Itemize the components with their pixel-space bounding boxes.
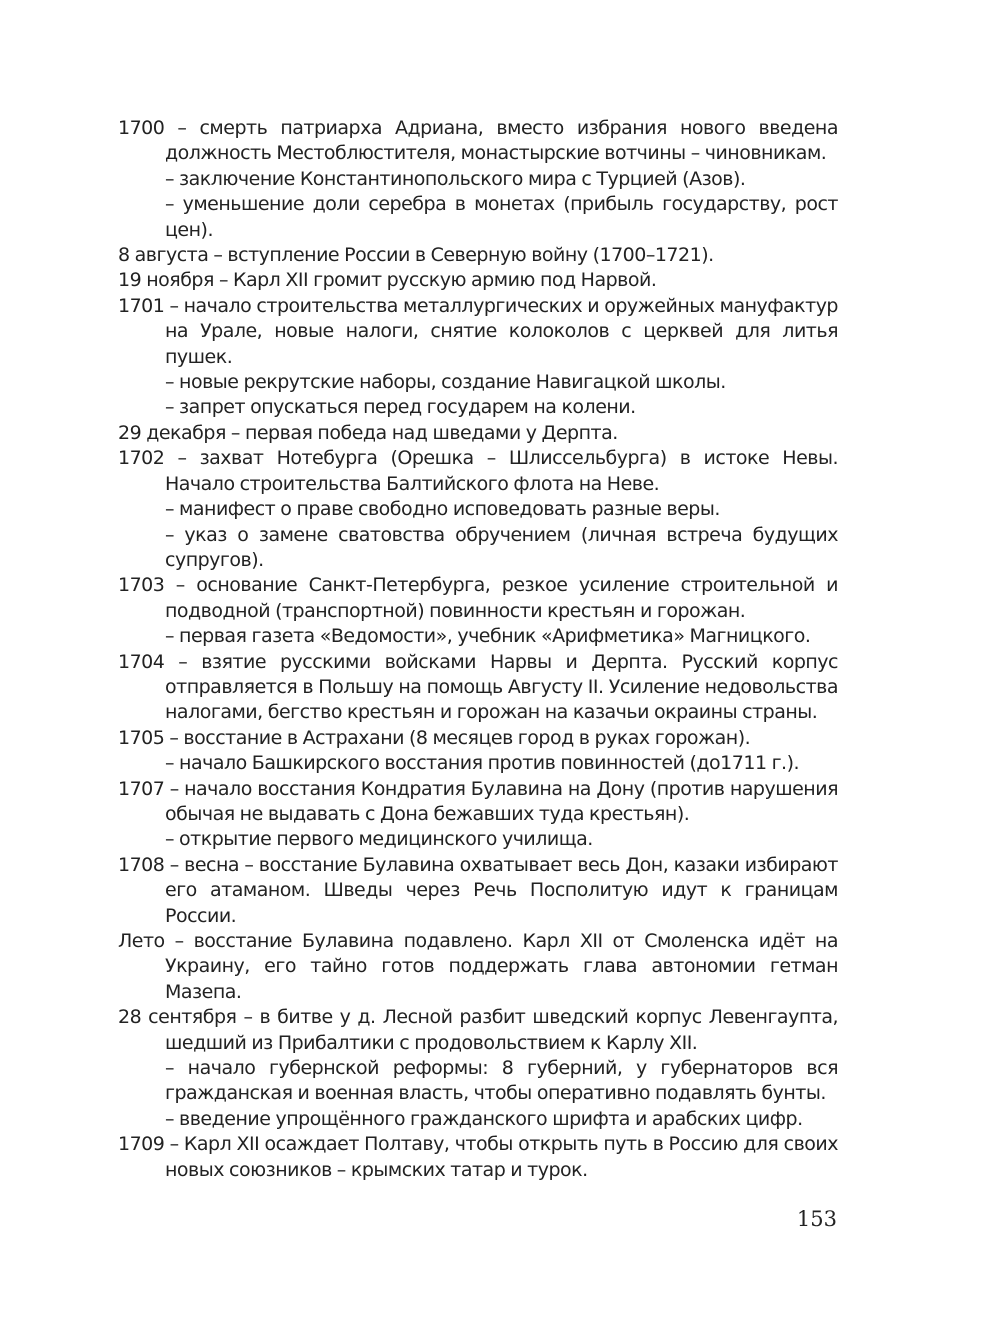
entry-1705-bashkir-uprising: – начало Башкирского восстания против повинностей (до1711 г.).: [165, 752, 800, 775]
entry-1703-vedomosti: – первая газета «Ведомости», учебник «Арифметика» Магницкого.: [165, 625, 811, 648]
entry-19-november: 19 ноября – Карл XII громит русскую армию под Нарвой.: [118, 269, 657, 292]
page-number: 153: [796, 1207, 837, 1231]
entry-1707-medical-school: – открытие первого медицинского училища.: [165, 828, 593, 851]
entry-1701-recruits: – новые рекрутские наборы, создание Навигацкой школы.: [165, 371, 726, 394]
entry-1702-betrothal-decree: – указ о замене сватовства обручением (личная встреча будущих супругов).: [165, 523, 838, 571]
entry-1708-provincial-reform: – начало губернской реформы: 8 губерний, у губернаторов вся гражданская и военная власть, чтобы оперативно подавлять бунты.: [165, 1057, 838, 1105]
entry-1705: 1705 – восстание в Астрахани (8 месяцев город в руках горожан).: [118, 726, 751, 749]
entry-1703: 1703 – основание Санкт-Петербурга, резкое усиление строительной и подводной (транспортной) повинности крестьян и горожан.: [118, 574, 838, 622]
entry-1704: 1704 – взятие русскими войсками Нарвы и Дерпта. Русский корпус отправляется в Польшу на помощь Августу II. Усиление недовольства налогами, бегство крестьян и горожан на казачьи окраины страны.: [118, 650, 838, 724]
entry-1702-faith-manifesto: – манифест о праве свободно исповедовать разные веры.: [165, 498, 720, 521]
entry-29-december: 29 декабря – первая победа над шведами у Дерпта.: [118, 421, 618, 444]
entry-1700-constantinople-peace: – заключение Константинопольского мира с Турцией (Азов).: [165, 167, 746, 190]
entry-1708-civil-script: – введение упрощённого гражданского шрифта и арабских цифр.: [165, 1107, 803, 1130]
entry-1701: 1701 – начало строительства металлургических и оружейных мануфактур на Урале, новые налоги, снятие колоколов с церквей для литья пушек.: [118, 294, 838, 368]
entry-1708: 1708 – весна – восстание Булавина охватывает весь Дон, казаки избирают его атаманом. Шведы через Речь Посполитую идут к границам России.: [118, 853, 838, 927]
entry-1707: 1707 – начало восстания Кондратия Булавина на Дону (против нарушения обычая не выдавать с Дона бежавших туда крестьян).: [118, 777, 838, 825]
entry-28-september: 28 сентября – в битве у д. Лесной разбит шведский корпус Левенгаупта, шедший из Прибалтики с продовольствием к Карлу XII.: [118, 1006, 838, 1054]
entry-1701-kneeling-ban: – запрет опускаться перед государем на колени.: [165, 396, 636, 419]
entry-8-august: 8 августа – вступление России в Северную войну (1700–1721).: [118, 244, 714, 267]
entry-1700: 1700 – смерть патриарха Адриана, вместо избрания нового введена должность Местоблюстителя, монастырские вотчины – чиновникам.: [118, 117, 838, 165]
entry-summer: Лето – восстание Булавина подавлено. Карл XII от Смоленска идёт на Украину, его тайно готов поддержать глава автономии гетман Мазепа.: [118, 930, 838, 1003]
entry-1700-silver-coins: – уменьшение доли серебра в монетах (прибыль государству, рост цен).: [165, 193, 838, 241]
chronology-list: [118, 116, 838, 1183]
entry-1709: 1709 – Карл XII осаждает Полтаву, чтобы открыть путь в Россию для своих новых союзников – крымских татар и турок.: [118, 1133, 838, 1181]
entry-1702: 1702 – захват Нотебурга (Орешка – Шлиссельбурга) в истоке Невы. Начало строительства Балтийского флота на Неве.: [118, 447, 838, 495]
